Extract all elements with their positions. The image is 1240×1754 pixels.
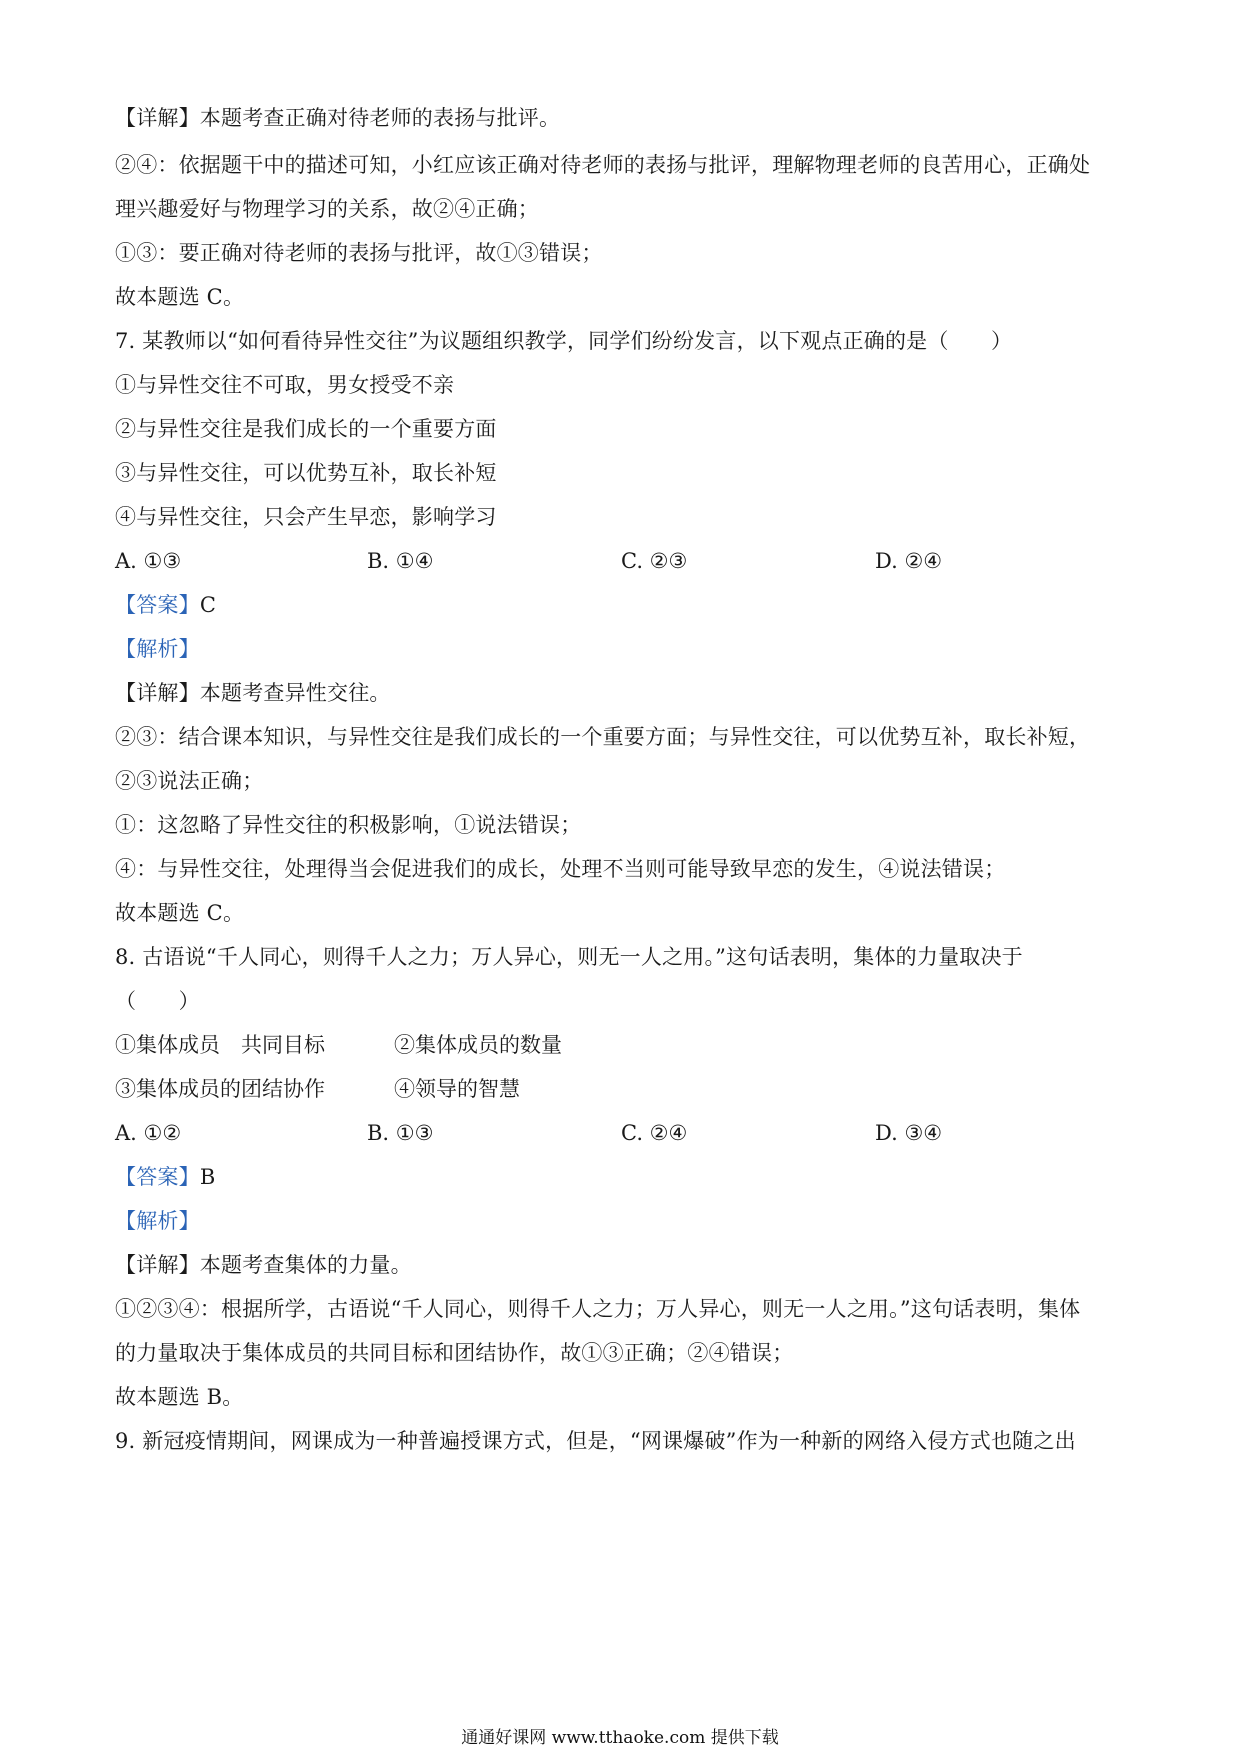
q8-statement-2: ②集体成员的数量 — [394, 1033, 562, 1057]
q8-analysis-label: 【解析】 — [115, 1209, 200, 1233]
question-7-stem: 7. 某教师以“如何看待异性交往”为议题组织教学，同学们纷纷发言，以下观点正确的是（ ） — [115, 329, 1013, 353]
conclusion-line: 故本题选 C。 — [115, 285, 245, 309]
q8-conclusion: 故本题选 B。 — [115, 1385, 244, 1409]
q7-statement-1: ①与异性交往不可取，男女授受不亲 — [115, 373, 455, 397]
q7-explanation: ②③：结合课本知识，与异性交往是我们成长的一个重要方面；与异性交往，可以优势互补，取长补短， — [115, 725, 1091, 749]
detail-line: 【详解】本题考查正确对待老师的表扬与批评。 — [115, 106, 561, 130]
q7-explanation: ①：这忽略了异性交往的积极影响，①说法错误； — [115, 813, 582, 837]
explanation-line: ②④：依据题干中的描述可知，小红应该正确对待老师的表扬与批评，理解物理老师的良苦用心，正确处 — [115, 153, 1091, 177]
q7-option-d: D. ②④ — [875, 549, 943, 573]
question-8-stem-blank: （ ） — [115, 989, 200, 1013]
answer-label: 【答案】 — [115, 1165, 200, 1189]
q8-answer — [115, 1162, 1135, 1192]
answer-value: B — [199, 1165, 216, 1189]
q7-option-c: C. ②③ — [621, 549, 688, 573]
q7-conclusion: 故本题选 C。 — [115, 901, 245, 925]
q7-statement-2: ②与异性交往是我们成长的一个重要方面 — [115, 417, 497, 441]
q7-detail: 【详解】本题考查异性交往。 — [115, 681, 391, 705]
question-8-stem: 8. 古语说“千人同心，则得千人之力；万人异心，则无一人之用。”这句话表明，集体的力量取决于 — [115, 945, 1023, 969]
q8-explanation: ①②③④：根据所学，古语说“千人同心，则得千人之力；万人异心，则无一人之用。”这句话表明，集体 — [115, 1297, 1081, 1321]
q7-explanation: ④：与异性交往，处理得当会促进我们的成长，处理不当则可能导致早恋的发生，④说法错误； — [115, 857, 1006, 881]
q7-explanation: ②③说法正确； — [115, 769, 264, 793]
q7-answer — [115, 590, 1135, 620]
q8-detail: 【详解】本题考查集体的力量。 — [115, 1253, 412, 1277]
q8-explanation: 的力量取决于集体成员的共同目标和团结协作，故①③正确；②④错误； — [115, 1341, 794, 1365]
q8-statement-1: ①集体成员 共同目标 — [115, 1033, 325, 1057]
q8-option-c: C. ②④ — [621, 1121, 688, 1145]
q7-statement-3: ③与异性交往，可以优势互补，取长补短 — [115, 461, 497, 485]
q7-analysis-label: 【解析】 — [115, 637, 200, 661]
q8-statement-4: ④领导的智慧 — [394, 1077, 520, 1101]
q7-option-a: A. ①③ — [115, 549, 182, 573]
footer-watermark: 通通好课网 www.tthaoke.com 提供下载 — [461, 1728, 779, 1748]
answer-value: C — [199, 593, 217, 617]
question-9-stem: 9. 新冠疫情期间，网课成为一种普遍授课方式，但是，“网课爆破”作为一种新的网络入侵方式也随之出 — [115, 1429, 1076, 1453]
q7-statement-4: ④与异性交往，只会产生早恋，影响学习 — [115, 505, 497, 529]
answer-label: 【答案】 — [115, 593, 200, 617]
explanation-line: 理兴趣爱好与物理学习的关系，故②④正确； — [115, 197, 539, 221]
explanation-line: ①③：要正确对待老师的表扬与批评，故①③错误； — [115, 241, 603, 265]
q8-statement-3: ③集体成员的团结协作 — [115, 1077, 325, 1101]
q7-option-b: B. ①④ — [367, 549, 434, 573]
q8-option-a: A. ①② — [115, 1121, 182, 1145]
q8-option-b: B. ①③ — [367, 1121, 434, 1145]
q8-option-d: D. ③④ — [875, 1121, 943, 1145]
